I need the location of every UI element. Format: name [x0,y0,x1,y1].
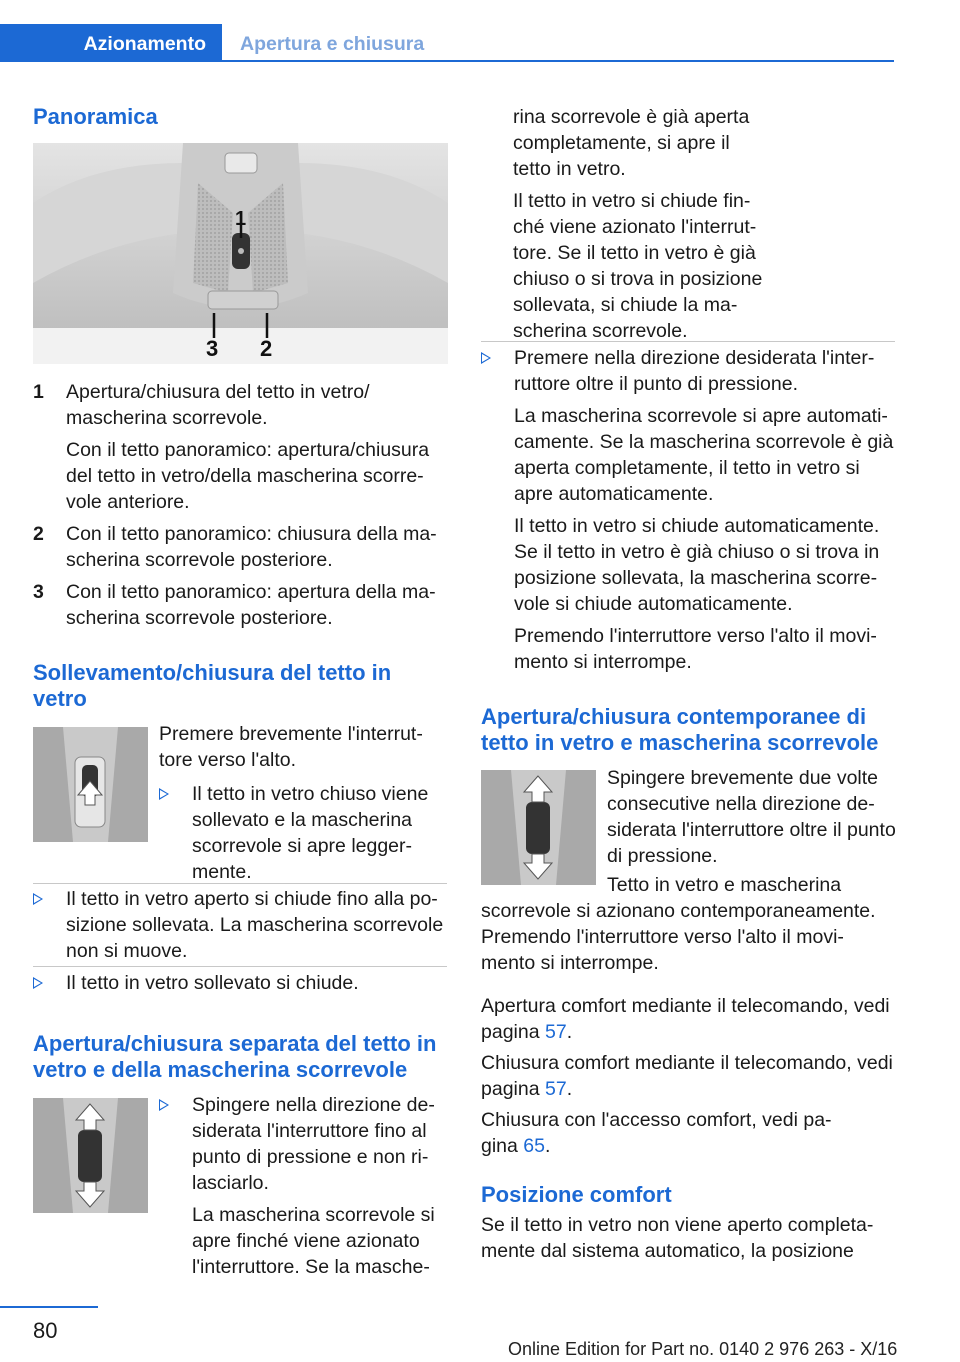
header-tab-azionamento[interactable] [0,24,222,62]
separate-bullet: Spingere nella direzione de- siderata l'interruttore fino al punto di pressione e non ri- lasciarlo. La mascherina scorrevole si apre finché viene azionato l'interruttore. Se la masche- [159,1092,451,1280]
footer-divider [0,1306,98,1308]
raise-bullet-2: Il tetto in vetro aperto si chiude fino alla po- sizione sollevata. La mascherina scorrevole non si muove. [33,886,451,964]
comfort-close-ref: Chiusura comfort mediante il telecomando, vedi pagina 57. [481,1052,893,1100]
divider [481,341,895,342]
simul-p1: Spingere brevemente due volte consecutive nella direzione de- siderata l'interruttore oltre il punto di pressione. [607,767,896,867]
simul-p2: Tetto in vetro e mascherina scorrevole si azionano contemporaneamente. Premendo l'interruttore verso l'alto il movi- mento si interrompe. [481,874,876,974]
header-section-title[interactable]: Apertura e chiusura [240,33,425,55]
separate-heading: Apertura/chiusura separata del tetto in vetro e della mascherina scorrevole [33,1031,437,1082]
bullet-triangle-icon [33,893,43,905]
comfort-position-heading: Posizione comfort [481,1182,672,1207]
list-item: 1 Apertura/chiusura del tetto in vetro/ mascherina scorrevole. Con il tetto panoramico: apertura/chiusura del tetto in vetro/della mascherina scorre- vole anteriore. [33,381,430,513]
page-number: 80 [33,1318,58,1343]
raise-heading: Sollevamento/chiusura del tetto in vetro [33,660,392,711]
comfort-access-ref: Chiusura con l'accesso comfort, vedi pa- gina 65. [481,1109,832,1157]
switch-updown-image [33,1098,148,1213]
bullet-triangle-icon [159,1099,169,1111]
raise-bullet-3: Il tetto in vetro sollevato si chiude. [33,970,451,996]
roof-console-image [33,143,448,364]
image-label-1: 1 [235,208,247,230]
page-link-57[interactable]: 57 [544,1078,567,1100]
overview-list [33,379,451,637]
simul-heading: Apertura/chiusura contemporanee di tetto in vetro e mascherina scorrevole [481,704,879,755]
divider [33,883,447,884]
overview-heading: Panoramica [33,104,158,129]
switch-double-image [481,770,596,885]
bullet-triangle-icon [481,352,491,364]
list-item: 3 Con il tetto panoramico: apertura della ma- scherina scorrevole posteriore. [33,581,436,629]
header-tab-label: Azionamento [83,33,206,55]
list-item: 2 Con il tetto panoramico: chiusura della ma- scherina scorrevole posteriore. [33,523,437,571]
image-label-2: 2 [260,336,273,361]
right-continuation: rina scorrevole è già aperta completamente, si apre il tetto in vetro. Il tetto in vetro si chiude fin- ché viene azionato l'interrut- tore. Se il tetto in vetro è già chiuso o si trova in posizione sollevata, si chiude la ma- scherina scorrevole. [513,106,763,342]
comfort-open-ref: Apertura comfort mediante il telecomando, vedi pagina 57. [481,995,890,1043]
raise-bullet-1: Il tetto in vetro chiuso viene sollevato e la mascherina scorrevole si apre legger- mente. [159,781,449,885]
page-link-65[interactable]: 65 [523,1135,545,1157]
comfort-position-text: Se il tetto in vetro non viene aperto completa- mente dal sistema automatico, la posizione [481,1214,874,1262]
switch-up-image [33,727,148,842]
auto-bullet: Premere nella direzione desiderata l'inter- ruttore oltre il punto di pressione. La mascherina scorrevole si apre automati- camente. Se la mascherina scorrevole è già aperta completamente, il tetto in vetro si apre automaticamente. Il tetto in vetro si chiude automaticamente. Se il tetto in vetro è già chiuso o si trova in posizione sollevata, la mascherina scorre- vole si chiude automaticamente. Premendo l'interruttore verso l'alto il movi- mento si interrompe. [481,345,897,675]
raise-intro: Premere brevemente l'interrut- tore verso l'alto. [159,723,423,771]
image-label-3: 3 [206,336,219,361]
bullet-triangle-icon [159,788,169,800]
edition-note: Online Edition for Part no. 0140 2 976 263 - X/16 [508,1339,898,1359]
bullet-triangle-icon [33,977,43,989]
page-link-57[interactable]: 57 [544,1021,567,1043]
header-divider [222,60,894,62]
divider [33,966,447,967]
